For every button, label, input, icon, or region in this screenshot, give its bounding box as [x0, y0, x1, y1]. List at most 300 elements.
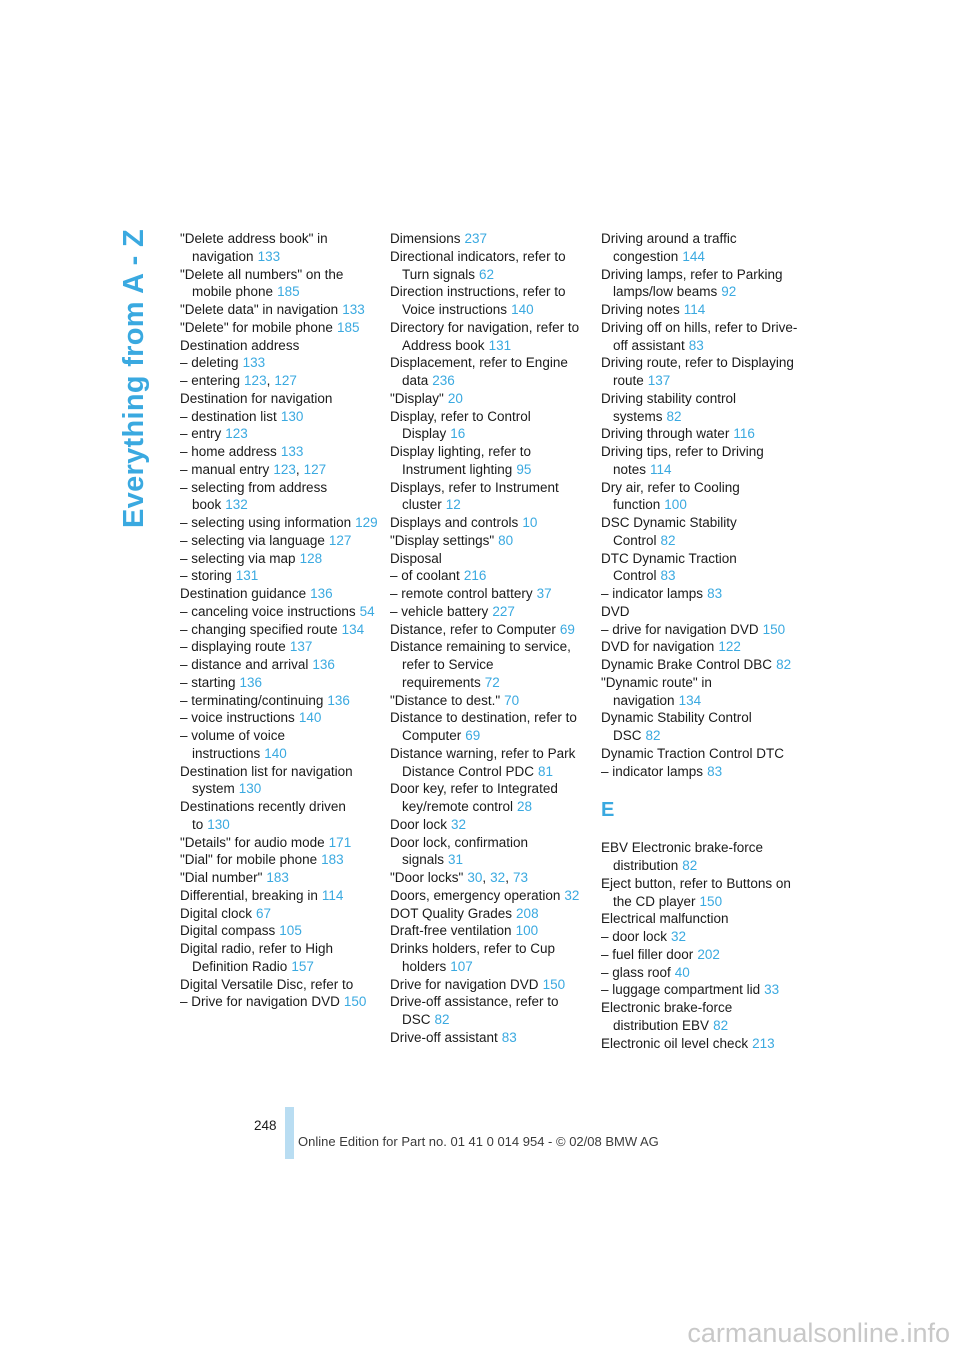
page-ref-link[interactable]: 37: [536, 586, 552, 601]
page-ref-link[interactable]: 69: [559, 621, 575, 637]
page-ref-link[interactable]: 107: [450, 958, 473, 974]
index-entry: [180, 692, 380, 710]
index-term: – changing specified route: [180, 621, 338, 637]
index-entry: [390, 319, 590, 355]
page-ref-link[interactable]: 122: [718, 639, 741, 655]
index-term: – selecting via map: [180, 550, 296, 566]
index-entry: [601, 745, 801, 763]
page-ref-link[interactable]: 70: [504, 692, 520, 708]
index-term: Driving off on hills, refer to Drive-off assistant: [601, 319, 798, 353]
index-entry: [390, 248, 590, 284]
index-term: EBV Electronic brake-force distribution: [601, 840, 764, 873]
index-term: – fuel filler door: [601, 946, 694, 962]
index-term: Distance to destination, refer to Computer: [390, 710, 577, 743]
index-entry: [180, 550, 380, 568]
index-entry: [180, 993, 380, 1011]
page-ref-link[interactable]: 105: [279, 923, 302, 939]
index-term: Differential, breaking in: [180, 887, 318, 903]
index-entry: [601, 319, 801, 355]
page-ref-link[interactable]: 62: [479, 266, 495, 282]
index-entry: [601, 443, 801, 479]
index-entry: [390, 550, 590, 568]
index-term: Displays and controls: [390, 515, 519, 530]
index-term: Drive-off assistance, refer to DSC: [390, 994, 559, 1027]
index-term: – storing: [180, 568, 232, 584]
page-ref-link[interactable]: 237: [464, 231, 488, 246]
page-ref-link[interactable]: 82: [645, 728, 661, 743]
index-term: "Delete data" in navigation: [180, 302, 339, 317]
index-column-2: [390, 230, 590, 1047]
index-term: Driving through water: [601, 426, 730, 442]
watermark: carmanualsonline.info: [687, 1318, 950, 1348]
page-ref-link[interactable]: 132: [225, 497, 248, 513]
page-ref-link[interactable]: 114: [321, 887, 344, 903]
index-term: – door lock: [601, 929, 668, 944]
page-ref-link[interactable]: 208: [516, 905, 539, 921]
page-ref-link[interactable]: 12: [445, 497, 461, 513]
index-term: – canceling voice instructions: [180, 603, 356, 619]
index-entry: [180, 266, 380, 302]
index-entry: [180, 674, 380, 692]
index-entry: [180, 461, 380, 479]
page-ref-link[interactable]: 133: [280, 444, 304, 459]
page-ref-link[interactable]: 136: [239, 674, 263, 690]
index-entry: [390, 479, 590, 515]
index-entry: [601, 390, 801, 426]
page-ref-link[interactable]: 137: [289, 639, 313, 655]
page-ref-link[interactable]: 123: [273, 461, 296, 477]
page-ref-link[interactable]: 134: [678, 692, 702, 708]
index-term: "Delete address book" in navigation: [180, 231, 328, 264]
index-column-3: [601, 230, 801, 1052]
index-term: Eject button, refer to Buttons on the CD player: [601, 875, 791, 909]
index-term: Display, refer to Control Display: [390, 408, 531, 442]
index-entry: [390, 230, 590, 248]
index-term: Destination guidance: [180, 586, 307, 601]
page-ref-link[interactable]: 81: [538, 763, 554, 779]
page-ref-link[interactable]: 54: [359, 603, 375, 619]
page-ref-link[interactable]: 130: [280, 408, 304, 424]
index-letter-heading: E: [601, 799, 615, 822]
page-ref-link[interactable]: 67: [256, 905, 272, 921]
page-ref-link[interactable]: 133: [257, 248, 281, 264]
index-entry: [180, 851, 380, 869]
index-term: – glass roof: [601, 964, 671, 980]
page-ref-link[interactable]: 150: [542, 976, 566, 992]
index-entry: [390, 567, 590, 585]
index-term: "Dial number": [180, 870, 263, 885]
index-term: DTC Dynamic Traction Control: [601, 550, 737, 584]
index-entry: [601, 964, 801, 982]
index-term: – selecting via language: [180, 532, 325, 548]
index-term: – indicator lamps: [601, 763, 704, 779]
index-term: Destination for navigation: [180, 390, 333, 406]
page-ref-link[interactable]: 127: [303, 461, 327, 477]
page-ref-link[interactable]: 150: [762, 621, 786, 637]
index-term: Disposal: [390, 550, 442, 566]
index-term: "Door locks": [390, 870, 464, 885]
index-term: Destinations recently driven to: [180, 799, 346, 832]
index-term: Dimensions: [390, 231, 461, 246]
index-entry: [390, 621, 590, 639]
index-entry: [390, 816, 590, 834]
index-term: Digital clock: [180, 905, 253, 921]
page-ref-link[interactable]: 131: [488, 337, 512, 353]
page-ref-link[interactable]: 133: [342, 302, 365, 317]
index-entry: [180, 922, 380, 940]
index-term: Doors, emergency operation: [390, 887, 561, 903]
index-term: – selecting using information: [180, 515, 352, 530]
page-ref-link[interactable]: 140: [511, 302, 534, 317]
page-ref-link[interactable]: 185: [336, 319, 360, 335]
footer-edition-note: Online Edition for Part no. 01 41 0 014 954 - © 02/08 BMW AG: [298, 1134, 659, 1149]
page-number: 248: [254, 1118, 277, 1133]
index-term: – manual entry: [180, 461, 270, 477]
page-ref-link[interactable]: 82: [776, 657, 792, 672]
page-ref-link[interactable]: 183: [321, 852, 344, 868]
index-term: Door lock, confirmation signals: [390, 834, 529, 868]
page-ref-link[interactable]: 83: [501, 1029, 517, 1045]
index-term: Door key, refer to Integrated key/remote control: [390, 781, 558, 814]
index-entry: [601, 230, 801, 266]
index-entry: [390, 869, 590, 887]
index-term: "Delete" for mobile phone: [180, 319, 333, 335]
index-entry: [390, 745, 590, 781]
index-entry: [601, 425, 801, 443]
index-entry: [601, 638, 801, 656]
index-term: – starting: [180, 674, 236, 690]
index-term: Driving stability control systems: [601, 390, 737, 424]
index-term: Distance remaining to service, refer to Service requirements: [390, 639, 571, 690]
page-ref-link[interactable]: 183: [266, 870, 289, 885]
index-entry: [180, 638, 380, 656]
page-ref-link[interactable]: 28: [517, 799, 533, 814]
index-term: Driving notes: [601, 302, 680, 317]
page-ref-link[interactable]: 127: [328, 532, 352, 548]
page-ref-link[interactable]: 114: [650, 461, 672, 477]
index-entry: [601, 839, 801, 875]
index-term: – terminating/continuing: [180, 692, 324, 708]
footer-accent-bar: [285, 1107, 294, 1159]
page-ref-link[interactable]: 236: [432, 373, 455, 388]
index-entry: [390, 692, 590, 710]
index-entry: [390, 887, 590, 905]
index-entry: [601, 301, 801, 319]
page-ref-separator: ,: [295, 461, 300, 477]
index-entry: [180, 301, 380, 319]
index-term: – home address: [180, 444, 277, 459]
index-entry: [180, 905, 380, 923]
index-entry: [180, 976, 380, 994]
index-entry: [390, 283, 590, 319]
index-term: Dynamic Brake Control DBC: [601, 657, 773, 672]
index-term: Dry air, refer to Cooling function: [601, 479, 740, 513]
index-term: Drinks holders, refer to Cup holders: [390, 941, 556, 974]
index-term: DVD for navigation: [601, 639, 715, 655]
index-entry: [390, 976, 590, 994]
index-entry: [601, 875, 801, 911]
index-entry: [601, 981, 801, 999]
index-term: Electrical malfunction: [601, 911, 729, 927]
index-entry: [390, 834, 590, 870]
index-entry: [390, 603, 590, 621]
page-ref-separator: ,: [482, 870, 487, 885]
page-ref-link[interactable]: 150: [699, 893, 723, 909]
page-ref-link[interactable]: 92: [721, 284, 737, 300]
index-term: "Display settings": [390, 532, 495, 548]
index-entry: [601, 1035, 801, 1053]
index-term: – deleting: [180, 355, 239, 371]
index-term: – of coolant: [390, 568, 460, 584]
page-ref-link[interactable]: 69: [465, 728, 481, 743]
index-term: – entry: [180, 426, 222, 442]
side-title-text: Everything from A - Z: [118, 228, 150, 528]
page-ref-link[interactable]: 83: [707, 763, 723, 779]
page-ref-link[interactable]: 133: [242, 355, 266, 371]
index-entry: [390, 940, 590, 976]
page-ref-separator: ,: [505, 870, 509, 885]
index-term: Dynamic Traction Control DTC: [601, 745, 785, 761]
index-term: Direction instructions, refer to Voice instructions: [390, 284, 566, 317]
index-entry: [390, 993, 590, 1029]
index-entry: [601, 514, 801, 550]
index-term: – vehicle battery: [390, 603, 489, 619]
page-ref-link[interactable]: 130: [238, 781, 262, 797]
page-ref-link[interactable]: 31: [448, 852, 464, 868]
index-term: Dynamic Stability Control DSC: [601, 710, 752, 743]
index-entry: [180, 337, 380, 355]
index-entry: [180, 390, 380, 408]
index-entry: [180, 479, 380, 515]
page-ref-link[interactable]: 140: [264, 745, 287, 761]
page-ref-link[interactable]: 30: [467, 870, 483, 885]
page-ref-link[interactable]: 150: [343, 994, 367, 1010]
page-ref-link[interactable]: 82: [434, 1012, 450, 1027]
index-entry: [601, 910, 801, 928]
index-entry: [180, 656, 380, 674]
index-term: Electronic brake-force distribution EBV: [601, 1000, 733, 1033]
page-ref-link[interactable]: 136: [310, 586, 333, 601]
index-term: – entering: [180, 373, 241, 388]
index-term: DOT Quality Grades: [390, 905, 513, 921]
index-entry: [601, 354, 801, 390]
index-term: – volume of voice instructions: [180, 728, 286, 761]
index-entry: [601, 946, 801, 964]
section-side-title: [118, 228, 150, 530]
index-entry: [180, 940, 380, 976]
page-ref-link[interactable]: 202: [697, 946, 720, 962]
index-entry: [180, 727, 380, 763]
index-term: Driving route, refer to Displaying route: [601, 355, 794, 388]
page-ref-link[interactable]: 73: [512, 870, 528, 885]
page-ref-link[interactable]: 171: [328, 834, 352, 850]
index-entry: [390, 443, 590, 479]
page-ref-link[interactable]: 134: [341, 621, 365, 637]
index-entry: [180, 425, 380, 443]
index-entry: [601, 674, 801, 710]
index-term: – distance and arrival: [180, 657, 309, 672]
page-ref-link[interactable]: 83: [707, 586, 723, 601]
index-term: – drive for navigation DVD: [601, 621, 759, 637]
page-ref-link[interactable]: 16: [450, 426, 466, 442]
page-ref-link[interactable]: 40: [674, 964, 690, 980]
index-entry: [180, 798, 380, 834]
page-ref-link[interactable]: 82: [666, 408, 682, 424]
page-ref-link[interactable]: 185: [277, 284, 300, 300]
index-entry: [601, 550, 801, 586]
index-term: "Display": [390, 390, 444, 406]
index-entry: [601, 999, 801, 1035]
index-term: "Dynamic route" in navigation: [601, 674, 712, 708]
index-entry: [180, 709, 380, 727]
index-entry: [180, 354, 380, 372]
index-entry: [180, 372, 380, 390]
index-term: – voice instructions: [180, 710, 295, 726]
page-ref-link[interactable]: 32: [490, 870, 506, 885]
page-ref-link[interactable]: 123: [244, 373, 267, 388]
page-ref-link[interactable]: 157: [291, 958, 314, 974]
index-term: DSC Dynamic Stability Control: [601, 515, 737, 548]
index-term: Drive-off assistant: [390, 1029, 498, 1045]
index-term: Digital Versatile Disc, refer to: [180, 976, 354, 992]
index-entry: [601, 656, 801, 674]
page-ref-link[interactable]: 128: [299, 550, 323, 566]
index-term: – Drive for navigation DVD: [180, 994, 340, 1010]
page-ref-link[interactable]: 131: [235, 568, 259, 584]
page-ref-link[interactable]: 32: [451, 816, 467, 832]
page-ref-link[interactable]: 80: [498, 532, 514, 548]
index-entry: [601, 763, 801, 781]
index-term: Driving around a traffic congestion: [601, 231, 737, 264]
page-ref-link[interactable]: 137: [647, 373, 671, 388]
index-entry: [601, 928, 801, 946]
page-ref-link[interactable]: 213: [752, 1035, 775, 1051]
index-term: Destination address: [180, 337, 300, 353]
index-entry: [180, 621, 380, 639]
page-ref-link[interactable]: 123: [225, 426, 248, 442]
index-term: Driving lamps, refer to Parking lamps/low beams: [601, 266, 783, 300]
page-ref-link[interactable]: 72: [484, 674, 500, 690]
index-entry: [180, 319, 380, 337]
index-entry: [390, 922, 590, 940]
index-entry: [390, 638, 590, 691]
page-ref-link[interactable]: 32: [564, 887, 580, 903]
index-entry: [180, 869, 380, 887]
index-term: Directional indicators, refer to Turn signals: [390, 248, 566, 282]
page-ref-link[interactable]: 136: [327, 692, 350, 708]
index-term: Digital radio, refer to High Definition Radio: [180, 941, 334, 974]
index-entry: [390, 585, 590, 603]
index-term: "Details" for audio mode: [180, 834, 325, 850]
index-term: – destination list: [180, 408, 277, 424]
index-term: Display lighting, refer to Instrument lighting: [390, 444, 532, 477]
page-ref-link[interactable]: 116: [733, 426, 755, 442]
index-entry: [601, 709, 801, 745]
index-term: Distance, refer to Computer: [390, 621, 556, 637]
page-ref-link[interactable]: 144: [682, 248, 705, 264]
index-term: – displaying route: [180, 639, 286, 655]
index-entry: [180, 887, 380, 905]
index-entry: [601, 603, 801, 621]
index-term: – indicator lamps: [601, 586, 704, 601]
index-term: "Dial" for mobile phone: [180, 852, 318, 868]
index-entry: [390, 709, 590, 745]
index-column-1: [180, 230, 380, 1011]
page-ref-link[interactable]: 33: [764, 982, 780, 998]
index-entry: [180, 763, 380, 799]
index-term: Displacement, refer to Engine data: [390, 355, 568, 388]
index-entry: [180, 834, 380, 852]
index-term: – luggage compartment lid: [601, 982, 761, 998]
page-ref-separator: ,: [266, 373, 271, 388]
index-term: – selecting from address book: [180, 479, 328, 513]
page-ref-link[interactable]: 95: [516, 461, 532, 477]
index-entry: [180, 567, 380, 585]
index-entry: [390, 354, 590, 390]
page-ref-link[interactable]: 10: [522, 515, 538, 530]
index-term: Digital compass: [180, 923, 276, 939]
page-ref-link[interactable]: 227: [492, 603, 515, 619]
index-entry: [601, 479, 801, 515]
index-term: Draft-free ventilation: [390, 923, 512, 939]
page-ref-link[interactable]: 140: [298, 710, 322, 726]
index-term: "Delete all numbers" on the mobile phone: [180, 266, 344, 300]
index-entry: [180, 230, 380, 266]
index-entry: [390, 1029, 590, 1047]
page-ref-link[interactable]: 100: [664, 497, 687, 513]
page-ref-link[interactable]: 82: [682, 858, 698, 873]
index-entry: [390, 532, 590, 550]
page-ref-link[interactable]: 136: [312, 657, 335, 672]
page-ref-link[interactable]: 129: [355, 515, 378, 530]
page-ref-link[interactable]: 82: [713, 1017, 729, 1033]
index-term: Door lock: [390, 816, 448, 832]
index-entry: [180, 514, 380, 532]
index-term: Displays, refer to Instrument cluster: [390, 479, 559, 513]
page-ref-link[interactable]: 130: [207, 816, 230, 832]
index-term: Directory for navigation, refer to Address book: [390, 319, 580, 353]
index-entry: [180, 585, 380, 603]
page-ref-link[interactable]: 82: [660, 532, 676, 548]
page-ref-link[interactable]: 100: [515, 923, 539, 939]
index-entry: [180, 532, 380, 550]
index-term: Driving tips, refer to Driving notes: [601, 444, 764, 477]
page-ref-link[interactable]: 32: [671, 929, 687, 944]
index-term: DVD: [601, 603, 630, 619]
index-entry: [601, 266, 801, 302]
index-entry: [390, 780, 590, 816]
index-entry: [390, 514, 590, 532]
index-term: "Distance to dest.": [390, 692, 501, 708]
page-ref-link[interactable]: 216: [463, 568, 487, 584]
index-term: – remote control battery: [390, 586, 533, 601]
index-entry: [390, 905, 590, 923]
index-term: Destination list for navigation system: [180, 763, 353, 797]
index-term: Drive for navigation DVD: [390, 976, 539, 992]
index-entry: [390, 390, 590, 408]
index-entry: [180, 443, 380, 461]
index-term: Distance warning, refer to Park Distance Control PDC: [390, 745, 576, 779]
page-ref-link[interactable]: 83: [660, 568, 676, 584]
page-ref-link[interactable]: 83: [688, 337, 704, 353]
index-entry: [180, 408, 380, 426]
page-ref-link[interactable]: 20: [447, 390, 463, 406]
index-entry: [601, 621, 801, 639]
page-ref-link[interactable]: 114: [683, 302, 706, 317]
page-ref-link[interactable]: 127: [274, 373, 297, 388]
index-entry: [390, 408, 590, 444]
index-term: Electronic oil level check: [601, 1035, 749, 1051]
